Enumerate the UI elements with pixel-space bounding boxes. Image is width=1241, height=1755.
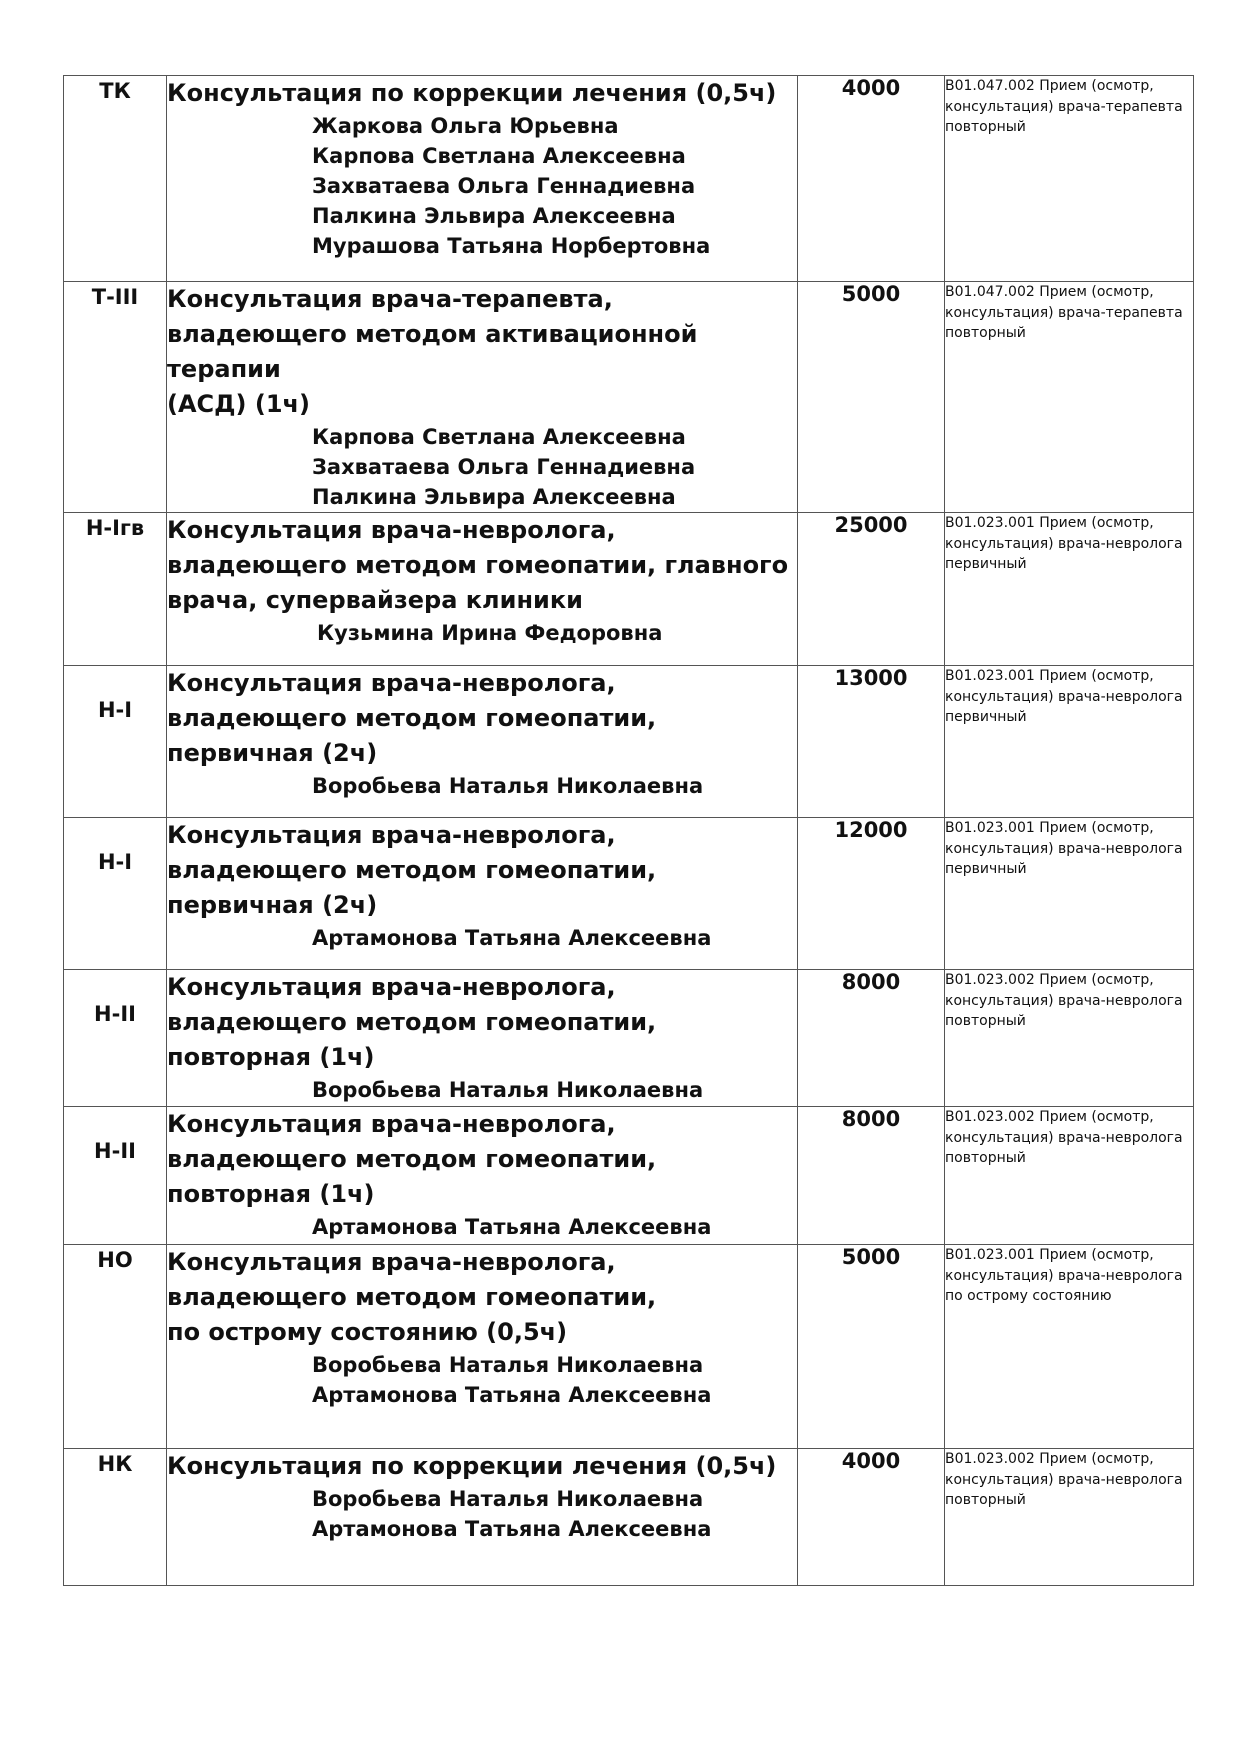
table-row [64, 282, 1194, 513]
table-row [64, 970, 1194, 1107]
table-row [64, 666, 1194, 818]
service-title: по острому состоянию (0,5ч) [167, 1318, 568, 1346]
service-price: 25000 [798, 513, 945, 666]
service-price: 4000 [798, 1449, 945, 1586]
doctor-name: Палкина Эльвира Алексеевна [312, 485, 676, 509]
service-title: Консультация врача-невролога, [167, 1248, 616, 1276]
service-reference: B01.023.001 Прием (осмотр, консультация) врача-невролога первичный [945, 513, 1194, 666]
doctor-name: Воробьева Наталья Николаевна [312, 1487, 704, 1511]
service-price: 5000 [798, 282, 945, 513]
service-title: Консультация врача-невролога, [167, 973, 616, 1001]
service-code: Н-Iгв [64, 513, 167, 666]
service-title: врача, супервайзера клиники [167, 586, 583, 614]
service-price: 8000 [798, 1107, 945, 1245]
doctor-name: Артамонова Татьяна Алексеевна [312, 1517, 712, 1541]
doctor-name: Карпова Светлана Алексеевна [312, 425, 686, 449]
service-price: 12000 [798, 818, 945, 970]
service-code: НК [64, 1449, 167, 1586]
service-description [167, 666, 798, 818]
service-description [167, 970, 798, 1107]
service-title: первичная (2ч) [167, 739, 378, 767]
service-title: владеющего методом гомеопатии, [167, 1283, 657, 1311]
service-title: владеющего методом гомеопатии, главного [167, 551, 789, 579]
doctor-name: Артамонова Татьяна Алексеевна [312, 1383, 712, 1407]
service-title: Консультация по коррекции лечения (0,5ч) [167, 79, 777, 107]
service-description [167, 818, 798, 970]
doctor-name: Захватаева Ольга Геннадиевна [312, 455, 696, 479]
service-reference: B01.047.002 Прием (осмотр, консультация) врача-терапевта повторный [945, 76, 1194, 282]
table-row [64, 76, 1194, 282]
service-price: 4000 [798, 76, 945, 282]
doctor-name: Артамонова Татьяна Алексеевна [312, 1215, 712, 1239]
service-title: Консультация врача-невролога, [167, 516, 616, 544]
service-title: владеющего методом гомеопатии, [167, 1008, 657, 1036]
doctor-name: Мурашова Татьяна Норбертовна [312, 234, 711, 258]
doctor-name: Карпова Светлана Алексеевна [312, 144, 686, 168]
doctor-name: Воробьева Наталья Николаевна [312, 774, 704, 798]
service-reference: B01.047.002 Прием (осмотр, консультация) врача-терапевта повторный [945, 282, 1194, 513]
service-title: повторная (1ч) [167, 1043, 375, 1071]
doctor-name: Захватаева Ольга Геннадиевна [312, 174, 696, 198]
service-title: Консультация врача-невролога, [167, 1110, 616, 1138]
service-reference: B01.023.001 Прием (осмотр, консультация) врача-невролога первичный [945, 666, 1194, 818]
service-title: владеющего методом гомеопатии, [167, 704, 657, 732]
service-reference: B01.023.002 Прием (осмотр, консультация) врача-невролога повторный [945, 1449, 1194, 1586]
table-row [64, 1107, 1194, 1245]
service-title: первичная (2ч) [167, 891, 378, 919]
service-title: владеющего методом гомеопатии, [167, 856, 657, 884]
service-reference: B01.023.001 Прием (осмотр, консультация) врача-невролога по острому состоянию [945, 1245, 1194, 1449]
price-table [63, 75, 1194, 1586]
service-code: Н-I [64, 666, 167, 818]
service-description [167, 76, 798, 282]
service-code: Т-III [64, 282, 167, 513]
service-code: Н-II [64, 1107, 167, 1245]
service-description [167, 282, 798, 513]
doctor-name: Кузьмина Ирина Федоровна [317, 621, 663, 645]
service-title: Консультация по коррекции лечения (0,5ч) [167, 1452, 777, 1480]
service-price: 13000 [798, 666, 945, 818]
service-title: владеющего методом активационной терапии [167, 320, 698, 383]
service-title: (АСД) (1ч) [167, 390, 310, 418]
table-row [64, 1449, 1194, 1586]
service-title: Консультация врача-невролога, [167, 669, 616, 697]
service-description [167, 1449, 798, 1586]
table-row [64, 513, 1194, 666]
table-row [64, 1245, 1194, 1449]
service-reference: B01.023.002 Прием (осмотр, консультация) врача-невролога повторный [945, 1107, 1194, 1245]
service-code: Н-II [64, 970, 167, 1107]
table-row [64, 818, 1194, 970]
service-description [167, 1245, 798, 1449]
service-code: Н-I [64, 818, 167, 970]
doctor-name: Артамонова Татьяна Алексеевна [312, 926, 712, 950]
service-price: 8000 [798, 970, 945, 1107]
service-code: ТК [64, 76, 167, 282]
service-description [167, 1107, 798, 1245]
service-title: повторная (1ч) [167, 1180, 375, 1208]
doctor-name: Воробьева Наталья Николаевна [312, 1078, 704, 1102]
doctor-name: Жаркова Ольга Юрьевна [312, 114, 619, 138]
service-price: 5000 [798, 1245, 945, 1449]
doctor-name: Воробьева Наталья Николаевна [312, 1353, 704, 1377]
doctor-name: Палкина Эльвира Алексеевна [312, 204, 676, 228]
service-title: владеющего методом гомеопатии, [167, 1145, 657, 1173]
service-title: Консультация врача-терапевта, [167, 285, 613, 313]
service-title: Консультация врача-невролога, [167, 821, 616, 849]
service-code: НО [64, 1245, 167, 1449]
service-reference: B01.023.002 Прием (осмотр, консультация) врача-невролога повторный [945, 970, 1194, 1107]
service-reference: B01.023.001 Прием (осмотр, консультация) врача-невролога первичный [945, 818, 1194, 970]
service-description [167, 513, 798, 666]
